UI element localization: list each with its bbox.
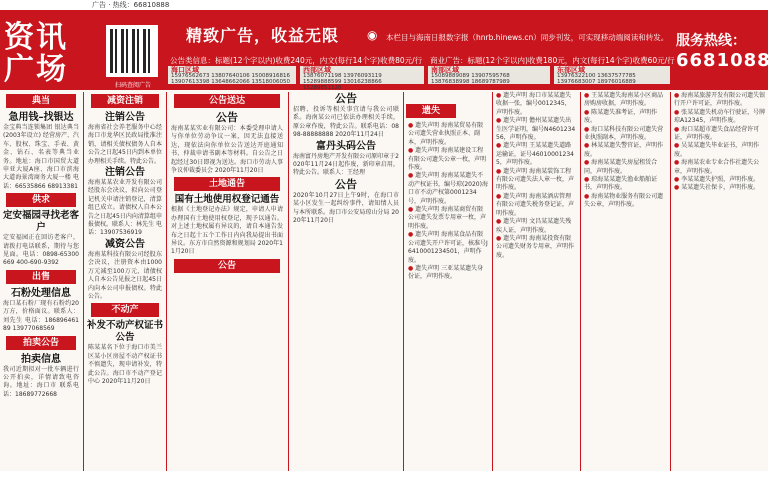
list-item: ● 遗失声明 海南某建设工程有限公司遗失公章一枚，声明作废。	[408, 147, 487, 172]
list-item: ● 海南某物业服务有限公司遗失公章，声明作废。	[584, 192, 664, 209]
list-item: ● 遗失声明 海南某酒店管理有限公司遗失税务登记证，声明作废。	[496, 192, 575, 217]
column-2	[85, 92, 165, 471]
ad-title: 拍卖信息	[21, 353, 61, 365]
list-item: ● 林某某遗失警官证，声明作废。	[584, 142, 664, 158]
ad-title: 石粉处理信息	[11, 287, 71, 299]
column-3	[168, 92, 286, 471]
rates-right: 商业广告：标题(12个字以内)收费180元，内文(每行14个字)收费60元/行	[430, 56, 675, 65]
column-5	[406, 122, 490, 501]
list-item: ● 陈某遗失准考证，声明作废。	[584, 108, 658, 125]
ad-title: 减资公告	[105, 238, 145, 250]
ad-title: 注销公告	[105, 112, 145, 123]
wifi-icon: ◉	[367, 28, 378, 42]
ad-title: 公告	[335, 92, 357, 105]
phone-bar: 西部区域 13876071198 13976093119 15289888599 13016238866 15289851120	[300, 66, 424, 84]
list-item: ● 王某某遗失海南某小区商品房购房收据，声明作废。	[584, 92, 664, 108]
ad-title: 公告	[335, 177, 357, 191]
ad-title: 国有土地使用权登记通告	[174, 194, 280, 206]
ad-text: 海南省社会养老服务中心经海口市龙华区民政局批准注销，请相关债权债务人自本公告之日起45日内到本单位办理相关手续。特此公告。	[88, 124, 162, 165]
ad-title: 补发不动产权证书公告	[86, 320, 163, 344]
sync-note: 本栏目与海南日报数字报（hnrb.hinews.cn）同步刊发，可实现移动端阅读和转发。	[386, 33, 669, 42]
ad-text: 海南某科技有限公司经股东会决议，注册资本由1000万元减至100万元，请债权人自本公告见报之日起45日内向本公司申报债权。特此公告。	[88, 250, 162, 300]
divider	[288, 92, 289, 471]
column-4	[290, 92, 402, 471]
qr-caption: 扫码查阅广告	[114, 82, 151, 89]
ad-text: 我司近期拟对一批车辆进行公开拍卖，详情请致电咨询。地址：海口市 联系电话：18689772668	[3, 365, 79, 398]
list-item: ● 某某遗失社保卡，声明作废。	[674, 184, 760, 192]
lost-banner: 遗失	[406, 104, 456, 118]
category-label: 典当	[6, 94, 76, 108]
ad-text: 陈某某名下位于海口市美兰区某小区房屋不动产权证书不慎遗失，现申请补发，特此公告。海口市不动产登记中心 2020年11月20日	[88, 344, 162, 385]
category-label: 公告	[174, 259, 280, 273]
ad-title: 急用钱–找银达	[8, 112, 74, 123]
ad-title: 富丹头码公告	[316, 140, 376, 152]
list-item: ● 遗失声明 海南某商贸有限公司遗失发票专用章一枚，声明作废。	[408, 206, 487, 230]
list-item: ● 遗失声明 三亚某某遗失身份证，声明作废。	[408, 264, 484, 281]
category-label: 出售	[6, 270, 76, 284]
list-item: ● 遗失声明 王某某遗失道路运输证，证号460100012345，声明作废。	[496, 142, 574, 167]
list-item: ● 海口某超市遗失食品经营许可证，声明作废。	[674, 125, 760, 142]
divider	[83, 92, 84, 471]
ad-title: 注销公告	[105, 167, 145, 179]
slogan: 精致广告，收益无限	[186, 26, 340, 45]
column-1	[0, 92, 82, 471]
divider	[492, 92, 493, 471]
ad-text: 海南富丹房地产开发有限公司原印章于2020年11月24日起作废，新印章启用，特此公告。联系人：王经理	[293, 152, 399, 177]
phone-bar: 海口区域 15976562673 13807640106 15008916816 13907613398 13648662066 13518006050	[168, 66, 296, 84]
category-label: 供求	[6, 193, 76, 207]
category-label: 公告送达	[174, 94, 280, 108]
list-item: ● 遗失声明 文昌某某遗失残疾人证，声明作废。	[496, 218, 572, 234]
ad-text: 2020年10月27日上午9时，在海口市某小区发生一起纠纷事件，请知情人员与本所联系。海口市公安局琼山分局 2020年11月20日	[293, 191, 399, 225]
list-item: ● 遗失声明 海南某装饰工程有限公司遗失法人章一枚，声明作废。	[496, 167, 575, 192]
category-label: 不动产	[91, 303, 159, 317]
list-item: ● 遗失声明 海南某某遗失不动产权证书，编号琼(2020)海口市不动产权第0001234号，声明作废。	[408, 172, 488, 205]
hotline-number[interactable]: 66810888	[676, 50, 784, 71]
list-item: ● 遗失声明 海南某投资有限公司遗失财务专用章，声明作废。	[496, 234, 575, 259]
rates-left: 公告类信息：标题(12个字以内)收费240元，内文(每行14个字)收费80元/行	[170, 56, 423, 65]
ad-title: 公告	[216, 111, 238, 124]
ad-text: 海南某某实业有限公司：本委受理申请人与你单位劳动争议一案，因无法直接送达，现依法向你单位公告送达开庭通知书、仲裁申请书副本等材料。自公告之日起经过30日即视为送达。海口市劳动人事争议仲裁委员会 2020年11月20日	[171, 125, 283, 175]
list-item: ● 遗失声明 海南某贸易有限公司遗失营业执照正本、副本，声明作废。	[408, 122, 484, 146]
section-logo: 资讯广场	[4, 20, 68, 87]
ad-text: 海口某石粉厂现有石粉约20万方，价格面议。联系人：刘先生 电话：18689646189 13977068569	[3, 299, 79, 333]
column-6	[494, 92, 578, 471]
column-8	[672, 92, 768, 471]
list-item: ● 琼海某某遗失渔业船舶证书，声明作废。	[584, 176, 658, 192]
ad-text: 定安福园正在回访老客户，请拨打电话联系，期待与您见面。电话：0898-65300669 400-690-9392	[3, 234, 79, 267]
header-banner	[0, 10, 784, 91]
category-label: 土地通告	[174, 177, 280, 191]
list-item: ● 李某某遗失护照，声明作废。	[674, 176, 760, 184]
qr-code-icon[interactable]	[106, 25, 158, 77]
phone-bar: 南部区域 15089889089 13907595768 13876838998 18689787989	[428, 66, 550, 84]
ad-text: 招聘、投诉等相关事宜请与我公司联系。海南某公司已依法办理相关手续，原公章作废，特此公告。联系电话：0898-88888888 2020年11月24日	[293, 106, 399, 139]
list-item: ● 遗失声明 海口市某某遗失收据一张，编号0012345，声明作废。	[496, 92, 572, 116]
list-item: ● 吴某某遗失毕业证书，声明作废。	[674, 142, 760, 158]
category-label: 拍卖公告	[6, 336, 76, 350]
ad-text: 金宝典当连锁集团 银达典当(2003年设立) 经营房产、汽车、股权、珠宝、手表、黄金、钻石、名表等典当业务。地址：海口市国贸大道申亚大厦A座、海口市滨海大道海景湾商务大厦一楼 电话：66535866 68913381	[3, 124, 79, 190]
list-item: ● 海口某科技有限公司遗失营业执照副本，声明作废。	[584, 125, 664, 142]
list-item: ● 海南某某遗失房屋租赁合同，声明作废。	[584, 159, 658, 175]
list-item: ● 海南某旅游开发有限公司遗失银行开户许可证，声明作废。	[674, 92, 766, 108]
divider	[580, 92, 581, 471]
divider	[403, 92, 404, 471]
list-item: ● 遗失声明 海南某食品有限公司遗失开户许可证，核准号J6410001234501，声明作废。	[408, 231, 488, 264]
column-7	[582, 92, 668, 471]
hotline-label: 服务热线：	[676, 33, 746, 49]
divider	[670, 92, 671, 471]
list-item: ● 海南某农业专业合作社遗失公章，声明作废。	[674, 159, 760, 175]
divider	[166, 92, 167, 471]
ad-text: 根据《土地登记办法》规定，申请人申请办理国有土地使用权登记，现予以通告。对上述土地权属有异议的，请自本通告发布之日起十五个工作日内向我局提出书面异议。东方市自然资源和规划局 2020年11月20日	[171, 206, 283, 256]
ad-text: 海南某某农业开发有限公司经股东会决议，拟向公司登记机关申请注销登记，清算组已成立。请债权人自本公告之日起45日内向清算组申报债权。联系人：林先生 电话：13907536919	[88, 179, 162, 237]
top-line: 广告 · 热线：66810888	[0, 0, 768, 10]
list-item: ● 遗失声明 儋州某某遗失出生医学证明，编号N460123456，声明作废。	[496, 117, 576, 142]
list-item: ● 张某某遗失机动车行驶证，号牌琼A12345，声明作废。	[674, 108, 766, 125]
ad-title: 定安福园寻找老客户	[2, 210, 79, 234]
category-label: 减资注销	[91, 94, 159, 108]
phone-bar: 东部区域 13976322100 13637577785 13976683007 18976016889	[554, 66, 670, 84]
